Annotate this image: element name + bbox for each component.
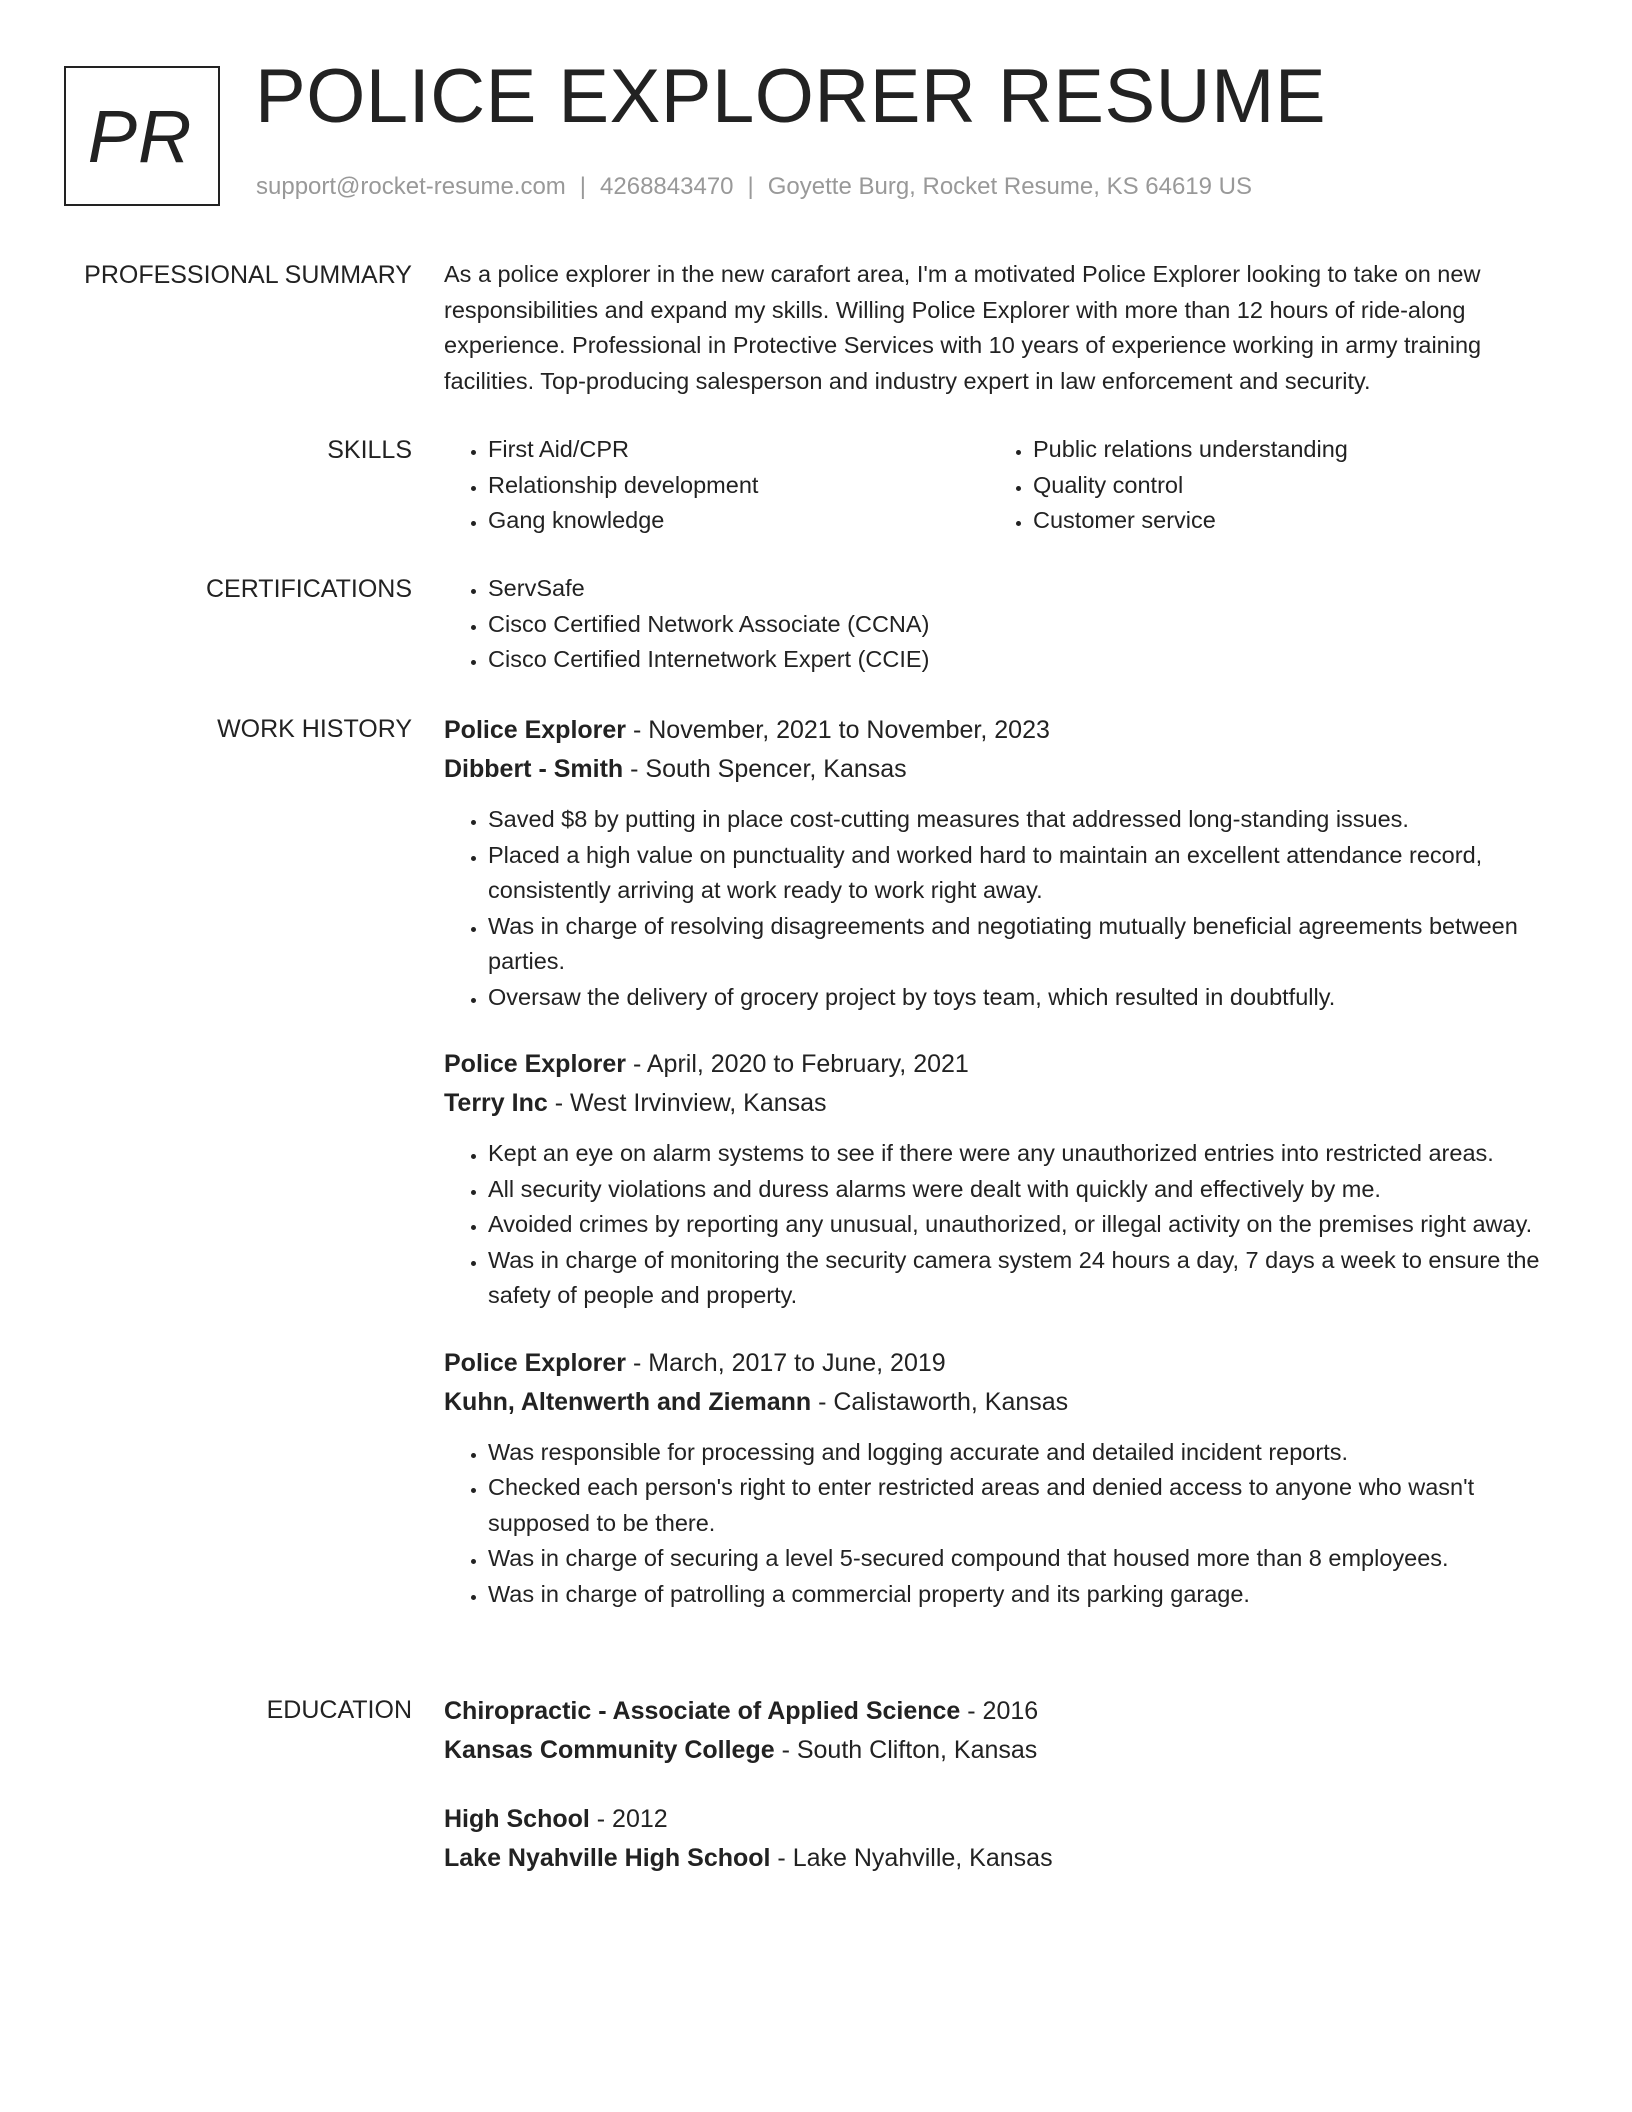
education-degree: Chiropractic - Associate of Applied Science [444, 1697, 961, 1725]
certification-item: • ServSafe [488, 571, 1554, 607]
job-title: Police Explorer [444, 1348, 627, 1377]
education-degree-line [444, 1692, 1554, 1731]
job-company: Terry Inc [444, 1089, 548, 1117]
summary-text: As a police explorer in the new carafort area, I'm a motivated Police Explorer looking to take on new responsibilities and expand my skills. Willing Police Explorer with more than 12 hours of ride-along experience. Professional in Protective Services with 10 years of experience working in army training facilities. Top-producing salesperson and industry expert in law enforcement and security. [444, 261, 1482, 394]
summary-heading: PROFESSIONAL SUMMARY [84, 261, 412, 289]
job-bullet: • Saved $8 by putting in place cost-cutting measures that addressed long-standing issues. [488, 802, 1554, 838]
job-bullet: • Was in charge of monitoring the security camera system 24 hours a day, 7 days a week to ensure the safety of people and property. [488, 1243, 1554, 1314]
work-history-body [444, 711, 1554, 1642]
education-degree-line [444, 1800, 1554, 1839]
job-bullet: • Was in charge of resolving disagreements and negotiating mutually beneficial agreements between parties. [488, 909, 1554, 980]
job-company-line [444, 1084, 1554, 1123]
skill-item: • Relationship development [488, 468, 989, 504]
certification-item: • Cisco Certified Network Associate (CCNA) [488, 607, 1554, 643]
education-location: - South Clifton, Kansas [774, 1736, 1038, 1764]
certification-item: • Cisco Certified Internetwork Expert (CCIE) [488, 642, 1554, 678]
education-school: Lake Nyahville High School [444, 1844, 771, 1872]
page-title: POLICE EXPLORER RESUME [255, 54, 1327, 139]
education-school-line [444, 1731, 1554, 1770]
job-title: Police Explorer [444, 716, 627, 744]
job-title: Police Explorer [444, 1050, 627, 1078]
job-location: - West Irvinview, Kansas [547, 1089, 827, 1117]
education-heading: EDUCATION [266, 1696, 412, 1724]
job-bullet: • Oversaw the delivery of grocery project by toys team, which resulted in doubtfully. [488, 980, 1554, 1016]
education-year: - 2016 [960, 1697, 1039, 1725]
job-company: Kuhn, Altenwerth and Ziemann [444, 1387, 812, 1416]
job-dates: - April, 2020 to February, 2021 [626, 1050, 969, 1078]
skills-grid [444, 432, 1554, 539]
job-entry [444, 1045, 1554, 1314]
job-entry [444, 711, 1554, 1015]
job-dates: - November, 2021 to November, 2023 [626, 716, 1050, 744]
contact-separator: | [747, 173, 754, 200]
education-body [444, 1692, 1554, 1908]
contact-address: Goyette Burg, Rocket Resume, KS 64619 US [767, 173, 1252, 200]
education-school-line [444, 1839, 1554, 1878]
job-location: - South Spencer, Kansas [623, 755, 907, 783]
job-location: - Calistaworth, Kansas [811, 1387, 1069, 1416]
certifications-body [444, 571, 1554, 678]
skill-item: • First Aid/CPR [488, 432, 989, 468]
job-dates: - March, 2017 to June, 2019 [626, 1348, 946, 1377]
skills-heading: SKILLS [327, 436, 412, 464]
job-entry [444, 1344, 1554, 1613]
job-bullet: • Was in charge of patrolling a commercial property and its parking garage. [488, 1577, 1554, 1613]
education-degree: High School [444, 1805, 590, 1833]
job-title-line [444, 711, 1554, 750]
certifications-list [444, 571, 1554, 678]
monogram-initials: PR [87, 94, 193, 178]
job-title-line [444, 1045, 1554, 1084]
contact-separator: | [579, 173, 587, 200]
job-company-line [444, 1383, 1554, 1422]
job-bullet: • Was responsible for processing and logging accurate and detailed incident reports. [488, 1435, 1554, 1471]
job-bullet: • Avoided crimes by reporting any unusual, unauthorized, or illegal activity on the premises right away. [488, 1207, 1554, 1243]
job-bullet: • All security violations and duress alarms were dealt with quickly and effectively by me. [488, 1172, 1554, 1208]
skill-item: • Customer service [1033, 503, 1534, 539]
work-history-heading: WORK HISTORY [217, 715, 412, 743]
job-bullets [444, 1136, 1554, 1314]
skill-item: • Gang knowledge [488, 503, 989, 539]
job-bullets [444, 1435, 1554, 1613]
education-entry [444, 1800, 1554, 1878]
monogram-box [64, 66, 220, 206]
contact-email[interactable]: support@rocket-resume.com [256, 173, 566, 200]
job-bullet: • Kept an eye on alarm systems to see if there were any unauthorized entries into restricted areas. [488, 1136, 1554, 1172]
job-bullet: • Placed a high value on punctuality and worked hard to maintain an excellent attendance record, consistently arriving at work ready to work right away. [488, 838, 1554, 909]
certifications-heading: CERTIFICATIONS [205, 575, 412, 603]
contact-line [256, 173, 1252, 201]
skill-item: • Quality control [1033, 468, 1534, 504]
job-bullet: • Was in charge of securing a level 5-secured compound that housed more than 8 employees. [488, 1541, 1554, 1577]
job-bullets [444, 802, 1554, 1015]
education-location: - Lake Nyahville, Kansas [770, 1844, 1053, 1872]
skills-list-left [444, 432, 989, 539]
job-company: Dibbert - Smith [444, 755, 624, 783]
skill-item: • Public relations understanding [1033, 432, 1534, 468]
job-bullet: • Checked each person's right to enter restricted areas and denied access to anyone who wasn't supposed to be there. [488, 1470, 1554, 1541]
skills-list-right [989, 432, 1534, 539]
education-year: - 2012 [589, 1805, 668, 1833]
job-company-line [444, 750, 1554, 789]
education-school: Kansas Community College [444, 1736, 775, 1764]
contact-phone[interactable]: 4268843470 [600, 173, 734, 200]
education-entry [444, 1692, 1554, 1770]
job-title-line [444, 1344, 1554, 1383]
